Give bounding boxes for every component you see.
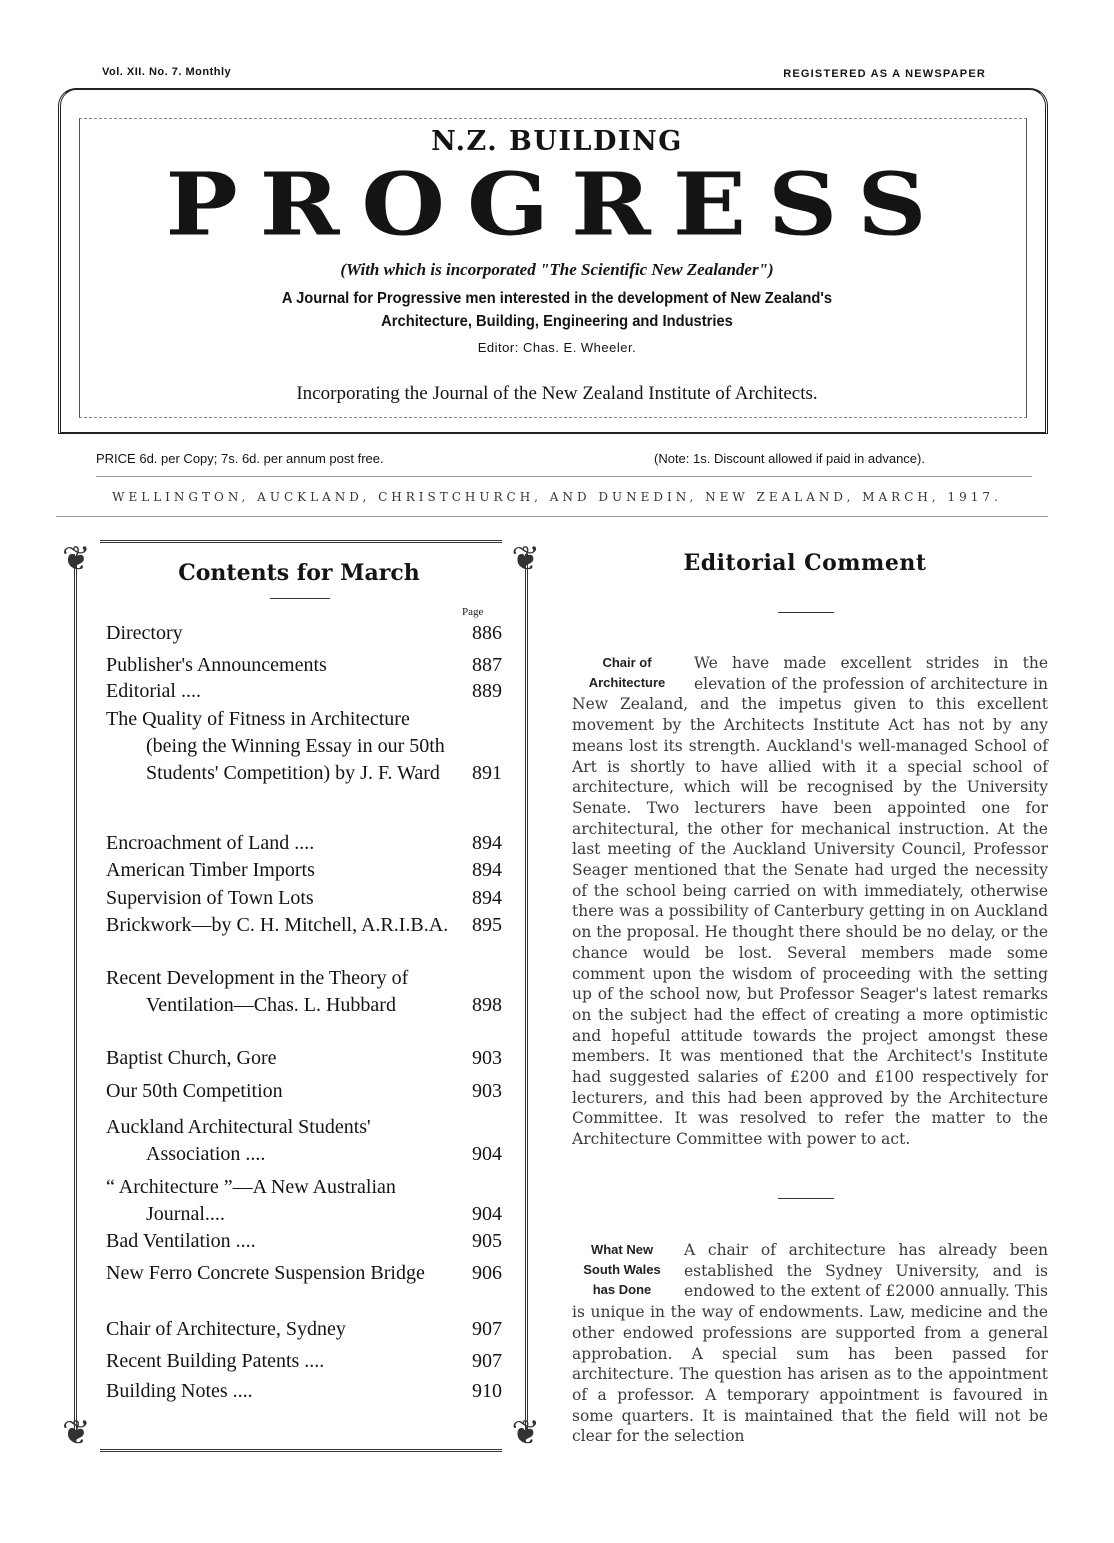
side-heading: Chair of Architecture <box>588 655 666 690</box>
contents-entry <box>106 620 502 647</box>
contents-entry <box>106 857 502 884</box>
contents-entry-title: New Ferro Concrete Suspension Bridge <box>106 1262 425 1284</box>
scroll-ornament-icon: ❦ <box>62 539 91 579</box>
journal-description-line2: Architecture, Building, Engineering and Industries <box>381 313 733 330</box>
scroll-ornament-icon: ❦ <box>511 539 540 579</box>
contents-entry-title: Recent Building Patents .... <box>106 1350 325 1372</box>
contents-entry-title: “ Architecture ”—A New Australian Journal.... <box>106 1176 396 1225</box>
editorial-rule <box>778 612 834 613</box>
contents-entry <box>106 912 502 939</box>
contents-entry <box>106 1316 502 1343</box>
incorporating-line: Incorporating the Journal of the New Zealand Institute of Architects. <box>296 383 818 404</box>
contents-entry-title: Recent Development in the Theory of Ventilation—Chas. L. Hubbard <box>106 967 409 1016</box>
contents-entry-page: 903 <box>472 1080 502 1102</box>
contents-entry-page: 906 <box>472 1262 502 1284</box>
contents-entry-page: 903 <box>472 1047 502 1069</box>
contents-title: Contents for March <box>178 560 420 586</box>
contents-entry <box>106 706 502 787</box>
progress-title: PROGRESS <box>165 153 949 256</box>
contents-entry <box>106 830 502 857</box>
page-column-header: Page <box>462 606 484 618</box>
editor-credit: Editor: Chas. E. Wheeler. <box>477 340 637 355</box>
contents-entry <box>106 1078 502 1105</box>
contents-entry-title: Editorial .... <box>106 680 201 702</box>
journal-description-line1: A Journal for Progressive men interested in the development of New Zealand's <box>281 290 833 307</box>
contents-rule <box>270 598 330 599</box>
price-line: PRICE 6d. per Copy; 7s. 6d. per annum post free. <box>96 451 384 466</box>
contents-entry-page: 891 <box>472 762 502 784</box>
contents-entry-title: Our 50th Competition <box>106 1080 283 1102</box>
editorial-heading: Editorial Comment <box>683 550 927 576</box>
contents-entry-title: Publisher's Announcements <box>106 654 327 676</box>
editorial-paragraph: A chair of architecture has already been established the Sydney University, and is endowed to the extent of £2000 annually. This is unique in the way of endowments. Law, medicine and the other endowed professions are supported from a general approbation. A special sum has been passed for architecture. The question has arisen as to the appointment of a professor. A temporary appointment is favoured in some quarters. It is maintained that the field will not be clear for the selection <box>572 1241 1048 1446</box>
incorporated-note: (With which is incorporated "The Scientific New Zealander") <box>340 260 774 279</box>
nz-building-title: N.Z. BUILDING <box>431 126 683 157</box>
contents-entry <box>106 1378 502 1405</box>
contents-entry <box>106 1174 502 1228</box>
contents-entry-page: 894 <box>472 859 502 881</box>
contents-entry-title: The Quality of Fitness in Architecture (being the Winning Essay in our 50th Students' Competition) by J. F. Ward <box>106 708 445 784</box>
contents-entry <box>106 678 502 705</box>
contents-entry-title: Supervision of Town Lots <box>106 887 314 909</box>
contents-box <box>60 540 542 1452</box>
contents-entry-page: 895 <box>472 914 502 936</box>
contents-entry-title: Encroachment of Land .... <box>106 832 315 854</box>
scroll-ornament-icon: ❦ <box>62 1413 91 1453</box>
contents-entry-page: 898 <box>472 994 502 1016</box>
divider <box>96 476 1032 477</box>
contents-entry-title: American Timber Imports <box>106 859 315 881</box>
registered-notice: REGISTERED AS A NEWSPAPER <box>783 68 986 80</box>
contents-entry-page: 910 <box>472 1380 502 1402</box>
contents-entry <box>106 1228 502 1255</box>
side-heading: What New South Wales has Done <box>583 1242 661 1297</box>
contents-entry-title: Building Notes .... <box>106 1380 253 1402</box>
contents-entry-title: Chair of Architecture, Sydney <box>106 1318 346 1340</box>
contents-entry <box>106 1348 502 1375</box>
editorial-section <box>572 653 1048 1150</box>
contents-entry-page: 907 <box>472 1318 502 1340</box>
contents-entry <box>106 1114 502 1168</box>
contents-entry-page: 894 <box>472 832 502 854</box>
contents-entry <box>106 885 502 912</box>
editorial-section <box>572 1240 1048 1447</box>
contents-entry <box>106 652 502 679</box>
scroll-ornament-icon: ❦ <box>511 1413 540 1453</box>
contents-entry <box>106 1045 502 1072</box>
dateline: WELLINGTON, AUCKLAND, CHRISTCHURCH, AND DUNEDIN, NEW ZEALAND, MARCH, 1917. <box>112 490 1002 504</box>
contents-entry-page: 889 <box>472 680 502 702</box>
contents-entry-page: 887 <box>472 654 502 676</box>
contents-entry-page: 904 <box>472 1143 502 1165</box>
contents-entry-page: 904 <box>472 1203 502 1225</box>
contents-entry-title: Bad Ventilation .... <box>106 1230 256 1252</box>
contents-entry-page: 907 <box>472 1350 502 1372</box>
contents-entry-page: 894 <box>472 887 502 909</box>
contents-entry-page: 886 <box>472 622 502 644</box>
contents-entry <box>106 965 502 1019</box>
contents-entry-page: 905 <box>472 1230 502 1252</box>
volume-line: Vol. XII. No. 7. Monthly <box>102 66 232 78</box>
editorial-rule <box>778 1198 834 1199</box>
contents-entry-title: Baptist Church, Gore <box>106 1047 277 1069</box>
divider <box>56 516 1048 517</box>
contents-entry-title: Brickwork—by C. H. Mitchell, A.R.I.B.A. <box>106 914 449 936</box>
editorial-paragraph: We have made excellent strides in the elevation of the profession of architecture in New Zealand, and the impetus given to this excellent movement by the Architects Institute Act has not by any means lost its strength. Auckland's well-managed School of Art is shortly to have allied with it a special school of architecture, which will be recognised by the University Senate. Two lecturers have been appointed one for architectural, the other for mechanical instruction. At the last meeting of the Auckland University Council, Professor Seager mentioned that the Senate had urged the necessity of the school being carried on with immediately, otherwise there was a possibility of Canterbury getting in on Auckland on the proposal. He thought there should be no delay, or the chance would be lost. Several members made some comment upon the wisdom of proceeding with the setting up of the school now, but Professor Seager's latest remarks on the subject had the effect of creating a more optimistic and hopeful attitude towards the project amongst these members. It was mentioned that the Architect's Institute had suggested salaries of £200 and £100 respectively for lecturers, and this had been approved by the Architecture Committee. It was resolved to refer the matter to the Architecture Committee with power to act. <box>572 654 1048 1149</box>
contents-entry-title: Auckland Architectural Students' Association .... <box>106 1116 371 1165</box>
contents-entry <box>106 1260 502 1287</box>
discount-note: (Note: 1s. Discount allowed if paid in advance). <box>654 451 925 466</box>
contents-entry-title: Directory <box>106 622 183 644</box>
